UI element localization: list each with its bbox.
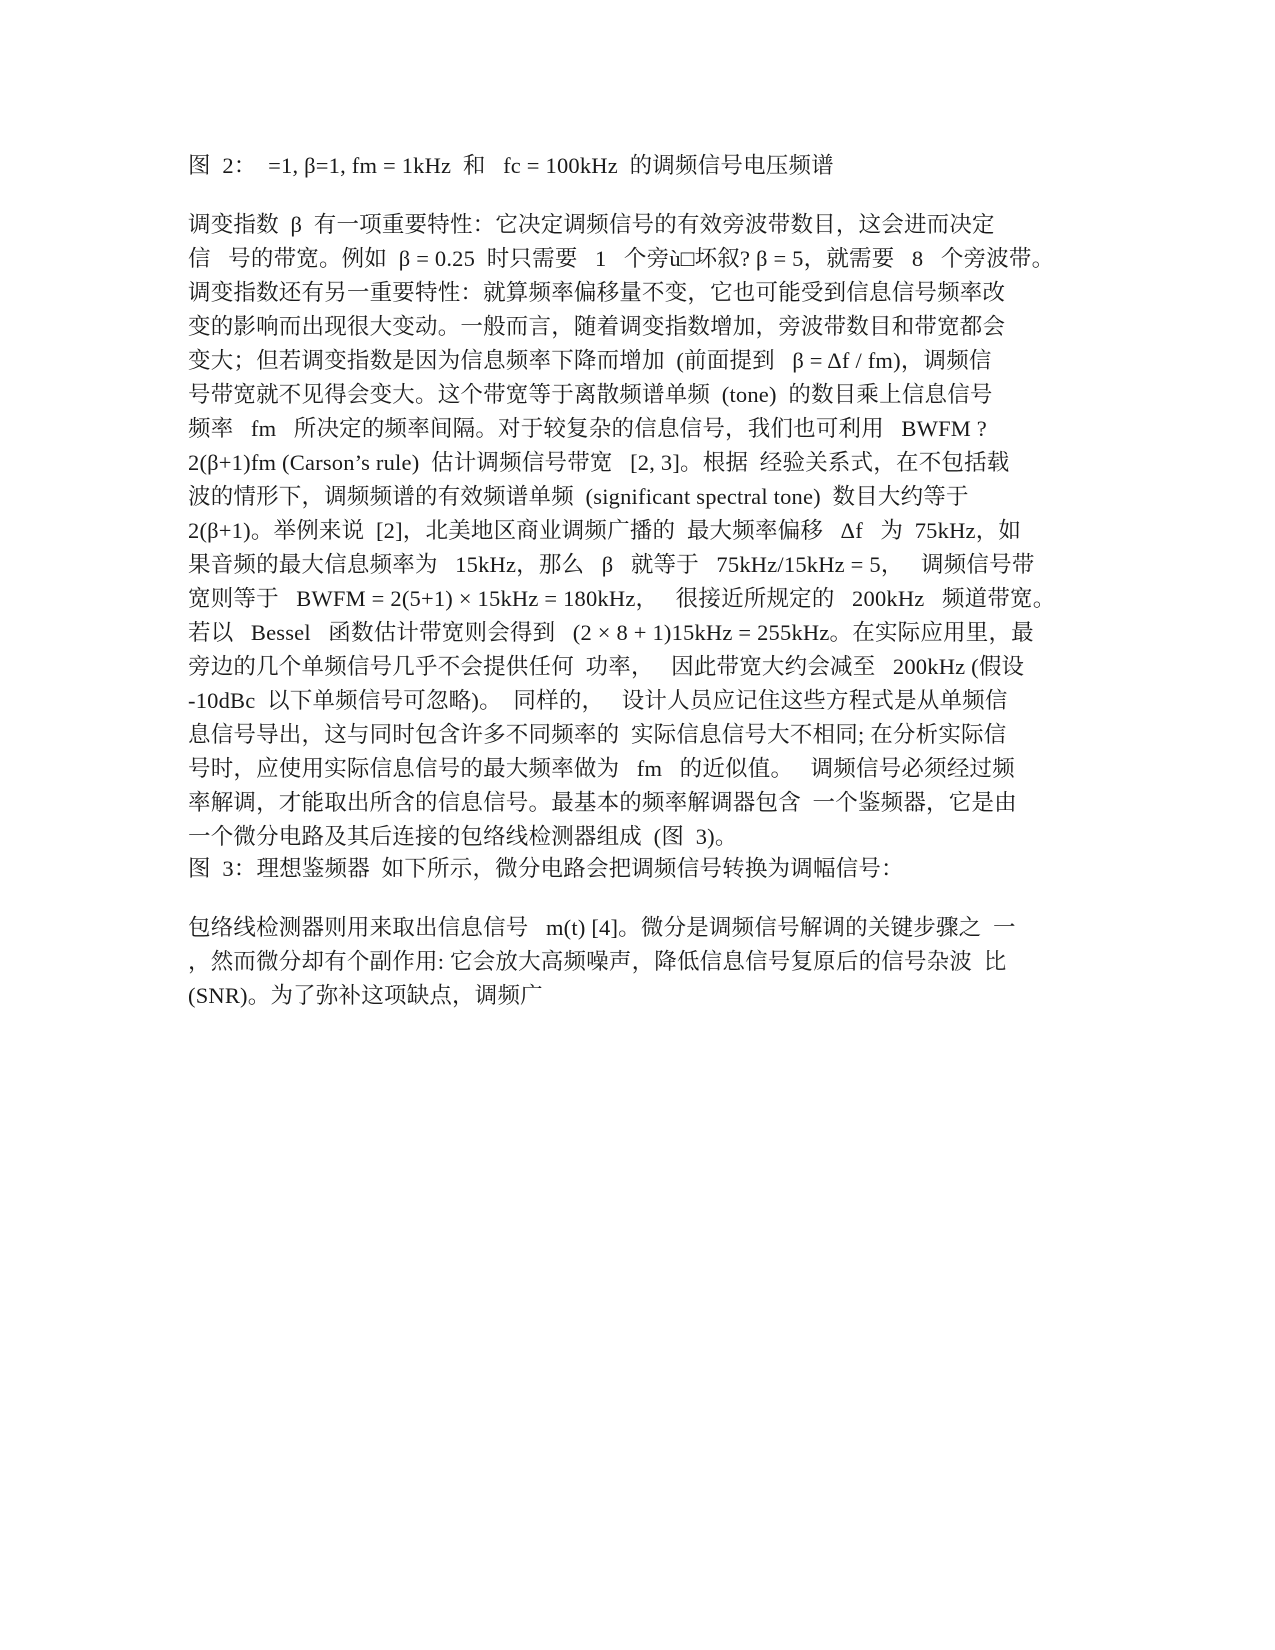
text-line: 旁边的几个单频信号几乎不会提供任何 功率， 因此带宽大约会减至 200kHz (假设	[188, 654, 1025, 679]
text-line: 变的影响而出现很大变动。一般而言，随着调变指数增加，旁波带数目和带宽都会	[188, 314, 1006, 339]
text-line: 2(β+1)fm (Carson’s rule) 估计调频信号带宽 [2, 3]。根据 经验关系式，在不包括载	[188, 450, 1010, 475]
text-line: 若以 Bessel 函数估计带宽则会得到 (2 × 8 + 1)15kHz = 255kHz。在实际应用里，最	[188, 620, 1034, 645]
text-line: 号带宽就不见得会变大。这个带宽等于离散频谱单频 (tone) 的数目乘上信息信号	[188, 382, 993, 407]
text-line: 果音频的最大信息频率为 15kHz，那么 β 就等于 75kHz/15kHz = 5， 调频信号带	[188, 552, 1035, 577]
body-paragraph-2	[188, 911, 1088, 1013]
figure-3-caption	[188, 852, 1088, 886]
body-paragraph-1	[188, 208, 1088, 854]
text-line: 包络线检测器则用来取出信息信号 m(t) [4]。微分是调频信号解调的关键步骤之 一	[188, 915, 1016, 940]
text-line: 号时，应使用实际信息信号的最大频率做为 fm 的近似值。 调频信号必须经过频	[188, 756, 1015, 781]
text-line: 频率 fm 所决定的频率间隔。对于较复杂的信息信号，我们也可利用 BWFM ?	[188, 416, 987, 441]
text-line: 调变指数还有另一重要特性：就算频率偏移量不变，它也可能受到信息信号频率改	[188, 280, 1006, 305]
text-line: -10dBc 以下单频信号可忽略)。 同样的， 设计人员应记住这些方程式是从单频信	[188, 688, 1008, 713]
text-line: 调变指数 β 有一项重要特性：它决定调频信号的有效旁波带数目，这会进而决定	[188, 212, 995, 237]
figure-2-caption	[188, 149, 1088, 183]
caption-line: 图 3：理想鉴频器 如下所示，微分电路会把调频信号转换为调幅信号：	[188, 856, 904, 881]
text-line: 2(β+1)。举例来说 [2]，北美地区商业调频广播的 最大频率偏移 Δf 为 75kHz，如	[188, 518, 1022, 543]
text-line: 一个微分电路及其后连接的包络线检测器组成 (图 3)。	[188, 824, 738, 849]
caption-line: 图 2： =1, β=1, fm = 1kHz 和 fc = 100kHz 的调频信号电压频谱	[188, 153, 834, 178]
text-line: 率解调，才能取出所含的信息信号。最基本的频率解调器包含 一个鉴频器，它是由	[188, 790, 1017, 815]
text-line: 宽则等于 BWFM = 2(5+1) × 15kHz = 180kHz， 很接近所规定的 200kHz 频道带宽。	[188, 586, 1056, 611]
text-line: (SNR)。为了弥补这项缺点，调频广	[188, 983, 543, 1008]
text-line: 变大；但若调变指数是因为信息频率下降而增加 (前面提到 β = Δf / fm)，调频信	[188, 348, 992, 373]
text-line: 信 号的带宽。例如 β = 0.25 时只需要 1 个旁ù□坏叙? β = 5，就需要 8 个旁波带。	[188, 246, 1055, 271]
text-line: 息信号导出，这与同时包含许多不同频率的 实际信息信号大不相同; 在分析实际信	[188, 722, 1007, 747]
text-line: ，然而微分却有个副作用: 它会放大高频噪声，降低信息信号复原后的信号杂波 比	[188, 949, 1007, 974]
text-line: 波的情形下，调频频谱的有效频谱单频 (significant spectral tone) 数目大约等于	[188, 484, 969, 509]
